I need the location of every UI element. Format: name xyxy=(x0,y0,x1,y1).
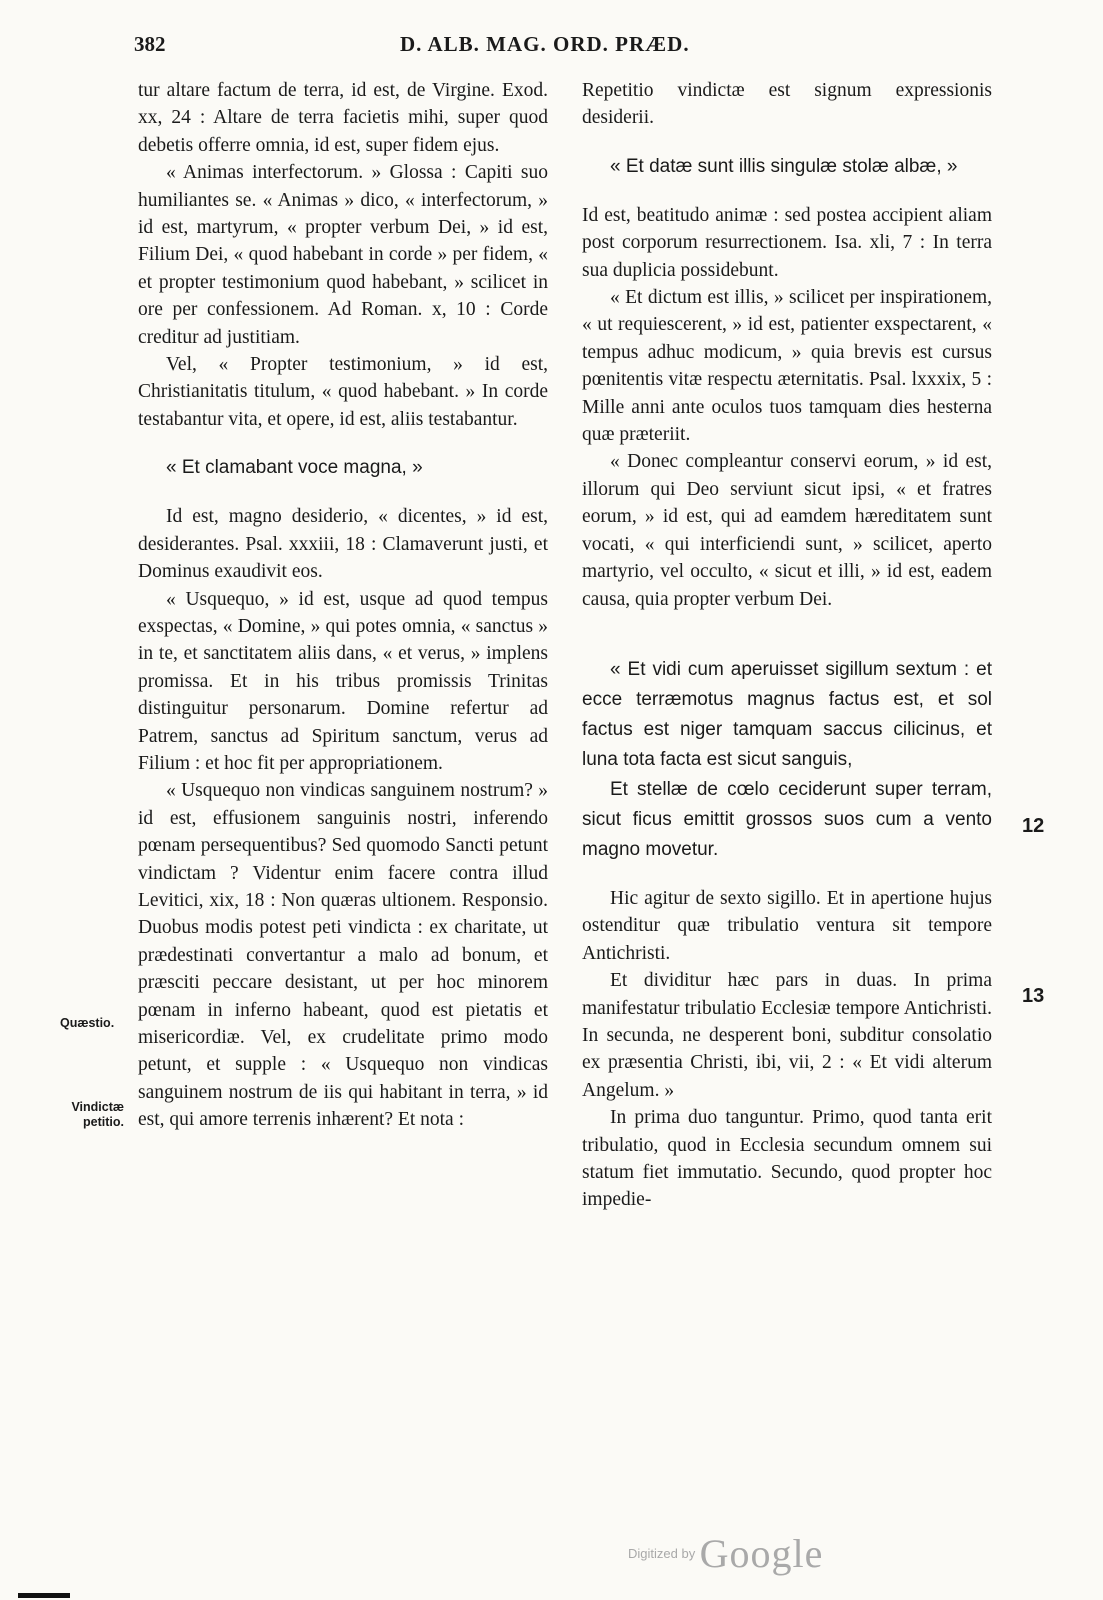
verse-heading: « Et clamabant voce magna, » xyxy=(166,457,423,479)
paragraph: Hic agitur de sexto sigillo. Et in apertione hujus ostenditur quæ tribulatio ventura sit tempore Antichristi. xyxy=(582,887,992,964)
left-column xyxy=(138,77,548,1134)
verse-number-12: 12 xyxy=(1022,815,1045,837)
paragraph: In prima duo tanguntur. Primo, quod tanta erit tribulatio, quod in Ecclesia secundum omnem sui statum fiet immutatio. Secundo, quod propter hoc impedie- xyxy=(582,1107,992,1211)
digitized-by-google-watermark xyxy=(628,1530,823,1577)
paragraph: Et dividitur hæc pars in duas. In prima manifestatur tribulatio Ecclesiæ tempore Antichristi. In secunda, ne desperent boni, subditur consolatio ex præsentia Christi, ibi, vii, 2 : « Et vidi alterum Angelum. » xyxy=(582,970,992,1101)
verse-text: Et stellæ de cœlo ceciderunt super terram, sicut ficus emittit grossos suos cum a vento magno movetur. xyxy=(582,778,992,860)
paragraph: « Usquequo non vindicas sanguinem nostrum? » id est, effusionem sanguinis nostri, inferendo pœnam persequentibus? Sed quomodo Sancti petunt vindictam ? Videntur enim facere contra illud Levitici, xix, 18 : Non quæras ultionem. Responsio. Duobus modis potest peti vindicta : ex charitate, ut prædestinati convertantur a malo ad bonum, et præsciti peccare desistant, ut per hoc minorem pœnam in inferno habeant, quod est pietatis et misericordiæ. Vel, ex crudelitate primo modo petunt, et supple : « Usquequo non vindicas sanguinem nostrum de iis qui habitant in terra, » id est, qui amore terrenis inhærent? Et nota : xyxy=(138,780,548,1131)
verse-text: « Et datæ sunt illis singulæ stolæ albæ, » xyxy=(610,155,958,177)
margin-note-vindictae: Vindictæ petitio. xyxy=(71,1100,124,1129)
running-head: D. ALB. MAG. ORD. PRÆD. xyxy=(400,32,690,56)
paragraph: « Donec compleantur conservi eorum, » id est, illorum qui Deo serviunt sicut ipsi, « et fratres eorum, » id est, qui ad eamdem hæreditatem sunt vocati, « qui interficiendi sunt, » scilicet, aperto martyrio, vel occulto, « sicut et illi, » id est, eadem causa, quia propter verbum Dei. xyxy=(582,451,992,610)
paragraph: « Usquequo, » id est, usque ad quod tempus exspectas, « Domine, » qui potes omnia, « sanctus » in te, et sanctitatem aliis dans, « et verus, » implens promissa. Et in his tribus promissis Trinitas distinguitur personarum. Domine refertur ad Patrem, sanctus ad Spiritum sanctum, verus ad Filium : et hoc fit per appropriationem. xyxy=(138,588,548,774)
paragraph: Vel, « Propter testimonium, » id est, Christianitatis titulum, « quod habebant. » In corde testabantur vita, et opere, id est, aliis testabantur. xyxy=(138,354,548,430)
verse-text: « Et vidi cum aperuisset sigillum sextum : et ecce terræmotus magnus factus est, et sol factus est niger tamquam saccus cilicinus, et luna tota facta est sicut sanguis, xyxy=(582,658,992,770)
paragraph: « Animas interfectorum. » Glossa : Capiti suo humiliantes se. « Animas » dico, « interfectorum, » id est, martyrum, « propter verbum Dei, » id est, Filium Dei, « quod habebant in corde » per fidem, « et propter testimonium quod habebant, » scilicet in ore per confessionem. Ad Roman. x, 10 : Corde creditur ad justitiam. xyxy=(138,162,548,348)
paragraph: Id est, beatitudo animæ : sed postea accipient aliam post corporum resurrectionem. Isa. xli, 7 : In terra sua duplicia possidebunt. xyxy=(582,204,992,281)
paragraph: « Et dictum est illis, » scilicet per inspirationem, « ut requiescerent, » id est, patienter exspectarent, « tempus adhuc modicum, » quia brevis est cursus pœnitentis vitæ respectu æternitatis. Psal. lxxxix, 5 : Mille anni ante oculos tuos tamquam dies hesterna quæ præteriit. xyxy=(582,287,992,446)
verse-number-13: 13 xyxy=(1022,985,1045,1007)
paragraph: tur altare factum de terra, id est, de Virgine. Exod. xx, 24 : Altare de terra facietis mihi, super quod debetis offerre omnia, id est, super fidem ejus. xyxy=(138,80,548,156)
paragraph: Repetitio vindictæ est signum expressionis desiderii. xyxy=(582,80,992,129)
right-column xyxy=(582,77,992,1214)
scan-edge-mark xyxy=(18,1593,70,1598)
margin-note-quaestio: Quæstio. xyxy=(60,1016,115,1030)
digitized-by-label: Digitized by xyxy=(628,1546,696,1561)
page-header xyxy=(0,32,1103,62)
page-number: 382 xyxy=(134,32,166,56)
paragraph: Id est, magno desiderio, « dicentes, » id est, desiderantes. Psal. xxxiii, 18 : Clamaverunt justi, et Dominus exaudivit eos. xyxy=(138,506,548,583)
google-logo: Google xyxy=(699,1531,824,1576)
